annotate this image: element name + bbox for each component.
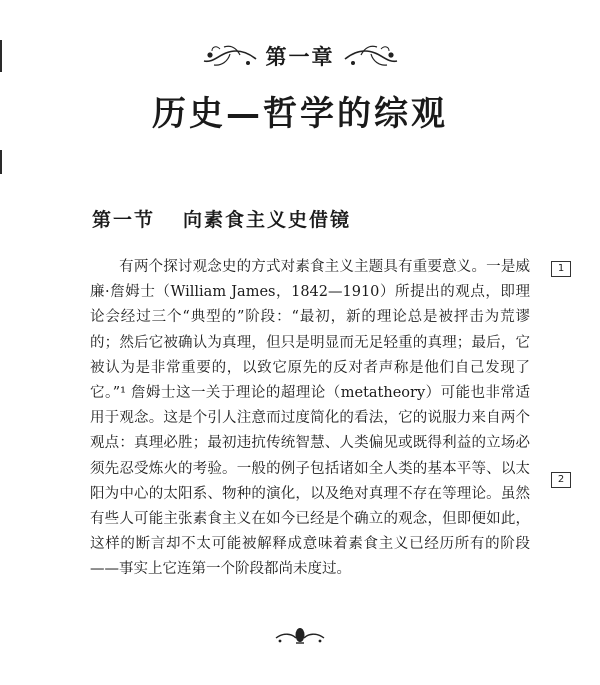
paragraph [90,255,530,583]
chapter-number: 第一章 [265,44,335,69]
page-edge-mark [0,150,2,174]
right-ornament-icon [343,41,401,71]
paragraph-text: 有两个探讨观念史的方式对素食主义主题具有重要意义。一是威廉·詹姆士（William James，1842—1910）所提出的观点，即理论会经过三个“典型的”阶段：“最初，新的理论总是被抨击为荒谬的；然后它被确认为真理，但只是明显而无足轻重的真理；最后，它被认为是非常重要的，以致它原先的反对者声称是他们自己发现了它。”¹ 詹姆士这一关于理论的超理论（metatheory）可能也非常适用于观念。这是个引人注意而过度简化的看法，它的说服力来自两个观点：真理必胜；最初违抗传统智慧、人类偏见或既得利益的立场必须先忍受炼火的考验。一般的例子包括诸如全人类的基本平等、以太阳为中心的太阳系、物种的演化，以及绝对真理不存在等理论。虽然有些人可能主张素食主义在如今已经是个确立的观念，但即便如此，这样的断言却不太可能被解释成意味着素食主义已经历所有的阶段——事实上它连第一个阶段都尚未度过。 [90,259,530,578]
section-number: 第一节 [92,209,156,231]
section-heading [92,205,351,232]
left-ornament-icon [200,41,258,71]
footer-ornament-icon [272,624,328,646]
chapter-title: 历史—哲学的综观 [152,94,448,134]
margin-note-number: 1 [551,261,571,277]
chapter-heading [0,36,600,76]
section-title: 向素食主义史借镜 [183,209,352,231]
margin-note-number: 2 [551,472,571,488]
body-text [90,255,530,583]
